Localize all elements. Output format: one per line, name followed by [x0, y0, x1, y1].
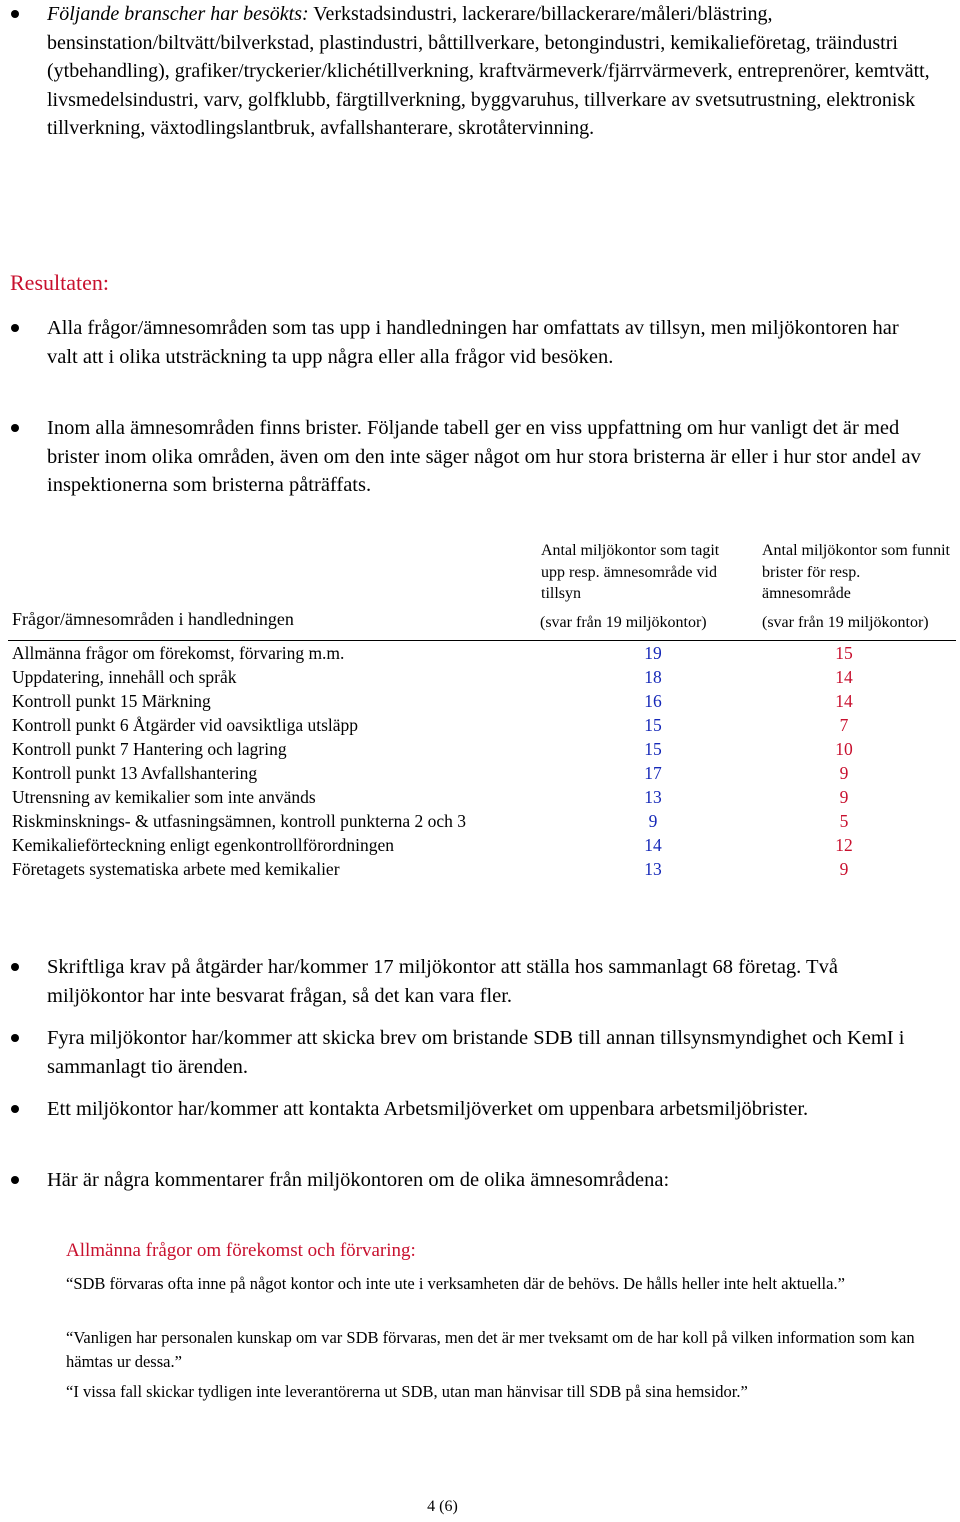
row-value-a: 15	[644, 739, 662, 759]
row-value-a: 19	[644, 643, 662, 663]
row-value-b: 12	[835, 835, 853, 855]
bullet-arbetsmiljoverket: Ett miljökontor har/kommer att kontakta Arbetsmiljöverket om uppenbara arbetsmiljöbrister.	[47, 1098, 809, 1120]
bullet-marker	[11, 963, 19, 971]
table-col2-header: Antal miljökontor som funnit brister för resp. ämnesområde	[762, 542, 950, 602]
page-number: 4 (6)	[427, 1498, 458, 1515]
row-value-b: 9	[839, 859, 849, 879]
row-value-b: 14	[835, 691, 853, 711]
row-value-a: 13	[644, 787, 662, 807]
row-value-b: 7	[839, 715, 849, 735]
table-divider	[8, 640, 956, 641]
row-value-a: 13	[644, 859, 662, 879]
quote-3: “I vissa fall skickar tydligen inte leverantörerna ut SDB, utan man hänvisar till SDB på sina hemsidor.”	[66, 1382, 748, 1401]
bullet-marker	[11, 1176, 19, 1184]
row-value-a: 16	[644, 691, 662, 711]
bullet-marker	[11, 1105, 19, 1113]
row-value-a: 15	[644, 715, 662, 735]
row-label: Allmänna frågor om förekomst, förvaring m.m.	[12, 643, 345, 663]
row-value-b: 9	[839, 763, 849, 783]
row-value-a: 18	[644, 667, 662, 687]
bullet-marker	[11, 1034, 19, 1042]
bullet-letters-sdb: Fyra miljökontor har/kommer att skicka brev om bristande SDB till annan tillsynsmyndighet och KemI i sammanlagt tio ärenden.	[47, 1027, 905, 1078]
bullet-marker	[11, 324, 19, 332]
row-value-b: 9	[839, 787, 849, 807]
results-bullet-1: Alla frågor/ämnesområden som tas upp i handledningen har omfattats av tillsyn, men miljökontoren har valt att i olika utsträckning ta upp några eller alla frågor vid besöken.	[47, 317, 899, 368]
row-label: Riskminsknings- & utfasningsämnen, kontroll punkterna 2 och 3	[12, 811, 466, 831]
table-col1-sub: (svar från 19 miljökontor)	[540, 614, 707, 631]
row-label: Kontroll punkt 15 Märkning	[12, 691, 211, 711]
row-label: Kontroll punkt 6 Åtgärder vid oavsiktliga utsläpp	[12, 715, 359, 735]
row-label: Kontroll punkt 7 Hantering och lagring	[12, 739, 287, 759]
bullet-comments-intro: Här är några kommentarer från miljökontoren om de olika ämnesområdena:	[47, 1169, 670, 1191]
results-bullet-2: Inom alla ämnesområden finns brister. Följande tabell ger en viss uppfattning om hur vanligt det är med brister inom olika områden, även om den inte säger något om hur stora bristerna är eller i hur stor andel av inspektionerna som bristerna påträffats.	[47, 417, 921, 497]
results-heading: Resultaten:	[10, 270, 109, 295]
row-value-b: 5	[839, 811, 849, 831]
row-label: Uppdatering, innehåll och språk	[12, 667, 237, 687]
quote-1: “SDB förvaras ofta inne på något kontor och inte ute i verksamheten där de behövs. De hålls heller inte helt aktuella.”	[66, 1274, 845, 1293]
bullet-marker	[11, 424, 19, 432]
quote-2: “Vanligen har personalen kunskap om var SDB förvaras, men det är mer tveksamt om de har koll på vilken information som kan hämtas ur dessa.”	[66, 1328, 915, 1371]
row-label: Företagets systematiska arbete med kemikalier	[12, 859, 340, 879]
row-value-b: 14	[835, 667, 853, 687]
row-value-a: 17	[644, 763, 662, 783]
comments-heading: Allmänna frågor om förekomst och förvaring:	[66, 1240, 416, 1261]
row-value-b: 15	[835, 643, 853, 663]
table-row-header: Frågor/ämnesområden i handledningen	[12, 609, 294, 629]
table-col1-header: Antal miljökontor som tagit upp resp. ämnesområde vid tillsyn	[541, 542, 720, 602]
row-value-a: 14	[644, 835, 662, 855]
row-value-a: 9	[648, 811, 658, 831]
row-label: Kontroll punkt 13 Avfallshantering	[12, 763, 258, 783]
intro-label: Följande branscher har besökts:	[47, 3, 309, 25]
table-col2-sub: (svar från 19 miljökontor)	[762, 614, 929, 631]
intro-paragraph	[47, 0, 947, 143]
row-label: Utrensning av kemikalier som inte används	[12, 787, 316, 807]
bullet-marker	[11, 10, 19, 18]
row-value-b: 10	[835, 739, 853, 759]
row-label: Kemikalieförteckning enligt egenkontrollförordningen	[12, 835, 394, 855]
intro-text: Verkstadsindustri, lackerare/billackerare/måleri/blästring, bensinstation/biltvätt/bilverkstad, plastindustri, båttillverkare, betongindustri, kemikalieföretag, träindustri (ytbehandling), grafiker/tryckerier/klichétillverkning, kraftvärmeverk/fjärrvärmeverk, entreprenörer, kemtvätt, livsmedelsindustri, varv, golfklubb, färgtillverkning, byggvaruhus, tillverkare av svetsutrustning, elektronisk tillverkning, växtodlingslantbruk, avfallshanterare, skrotåtervinning.	[47, 3, 930, 139]
bullet-written-demands: Skriftliga krav på åtgärder har/kommer 17 miljökontor att ställa hos sammanlagt 68 företag. Två miljökontor har inte besvarat frågan, så det kan vara fler.	[47, 956, 838, 1007]
